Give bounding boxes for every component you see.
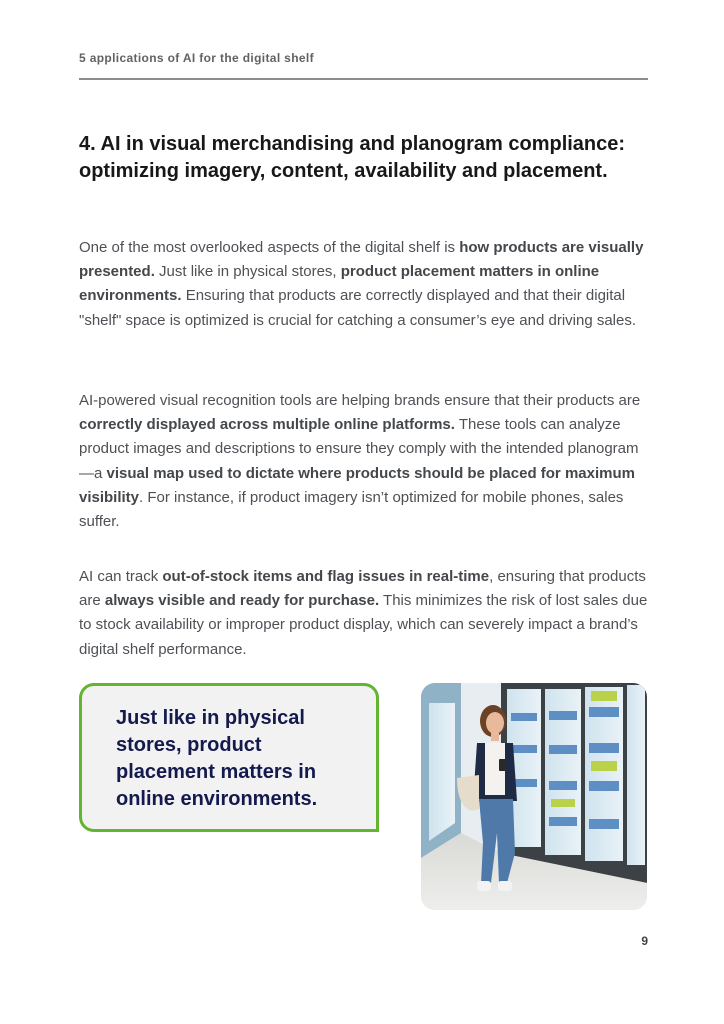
paragraph-run: This minimizes the risk of lost sales due to stock availability or improper product display, which can severely impact a brand’s digital shelf performance. [79, 592, 648, 658]
paragraph-run: , ensuring that products are [79, 568, 646, 610]
pull-quote-text: Just like in physical stores, product placement matters in online environments. [116, 707, 318, 810]
paragraph-run: Just like in physical stores, [154, 263, 341, 281]
shopper-photo [421, 683, 647, 910]
section-heading: 4. AI in visual merchandising and planogram compliance: optimizing imagery, content, availability and placement. [79, 133, 626, 182]
running-title: 5 applications of AI for the digital shelf [79, 51, 314, 65]
paragraph-run: AI can track [79, 568, 163, 585]
header-divider [79, 78, 648, 80]
shopper-in-freezer-aisle-illustration [421, 683, 647, 910]
pull-quote-box [79, 683, 379, 832]
emphasis-text: out-of-stock items and flag issues in real-time [162, 568, 490, 585]
emphasis-text: visual map used to dictate where products should be placed for maximum visibility [79, 464, 635, 506]
emphasis-text: correctly displayed across multiple online platforms. [79, 416, 455, 434]
body-paragraph-3 [79, 565, 649, 662]
paragraph-text [79, 236, 649, 333]
paragraph-run: Ensuring that products are correctly displayed and that their digital "shelf" space is optimized is crucial for catching a consumer’s eye and driving sales. [79, 287, 637, 329]
paragraph-text [79, 565, 649, 662]
emphasis-text: product placement matters in online environments. [79, 263, 600, 305]
paragraph-run: . For instance, if product imagery isn’t optimized for mobile phones, sales suffer. [79, 488, 624, 531]
paragraph-text [79, 389, 649, 534]
emphasis-text: how products are visually presented. [79, 239, 644, 281]
page-number: 9 [641, 934, 648, 948]
body-paragraph-2 [79, 389, 649, 534]
paragraph-run: These tools can analyze product images and descriptions to ensure they comply with the intended planogram—a [79, 416, 639, 482]
paragraph-run: One of the most overlooked aspects of the digital shelf is [79, 239, 460, 256]
body-paragraph-1 [79, 236, 649, 333]
paragraph-run: AI-powered visual recognition tools are helping brands ensure that their products are [79, 392, 641, 409]
emphasis-text: always visible and ready for purchase. [104, 592, 380, 610]
